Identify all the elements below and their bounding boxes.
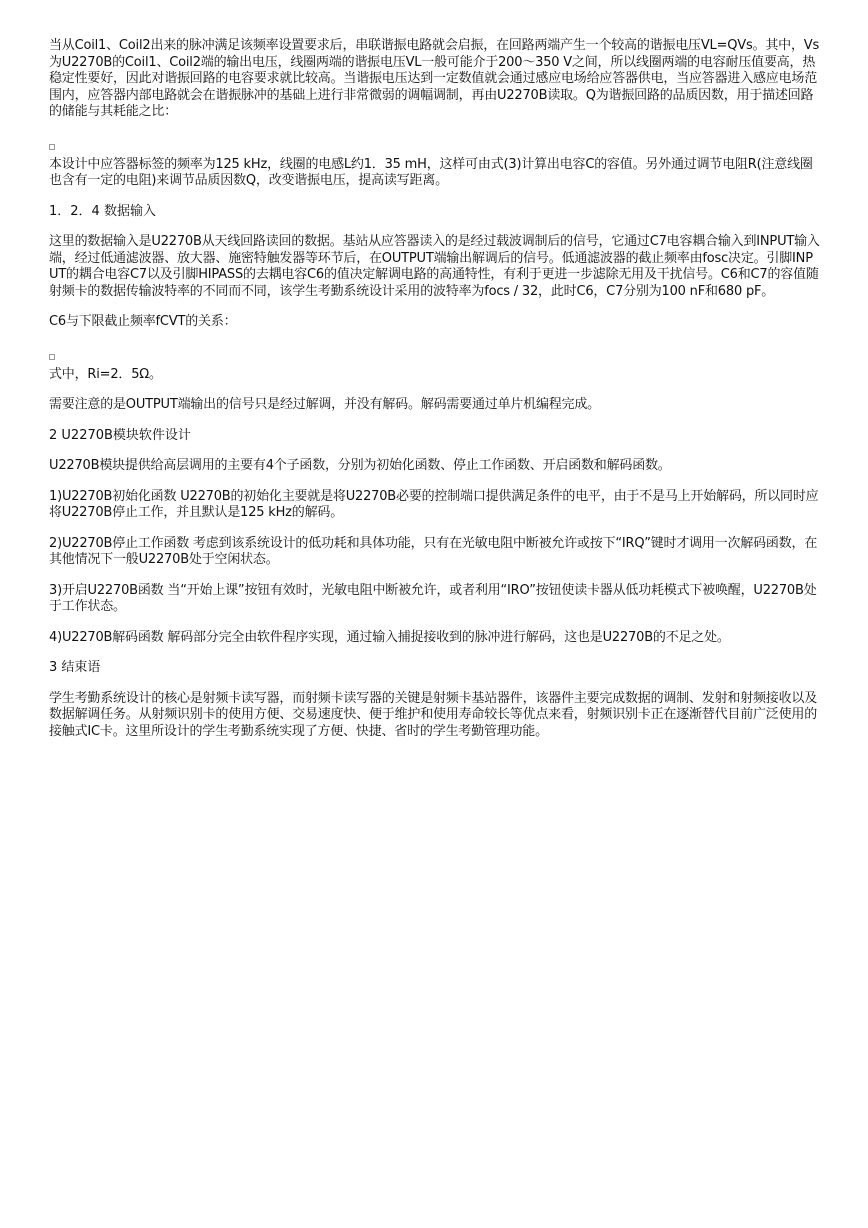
- paragraph-conclusion: 学生考勤系统设计的核心是射频卡读写器，而射频卡读写器的关键是射频卡基站器件，该器件主要完成数据的调制、发射和射频接收以及数据解调任务。从射频识别卡的使用方便、交易速度快、便于维护和使用寿命较长等优点来看，射频识别卡正在逐渐替代目前广泛使用的接触式IC卡。这里所设计的学生考勤系统实现了方便、快捷、省时的学生考勤管理功能。: [49, 690, 818, 739]
- paragraph-c6-relation: C6与下限截止频率fCVT的关系：: [49, 314, 237, 329]
- section-heading-conclusion: 3 结束语: [49, 660, 101, 675]
- paragraph-design-frequency: 本设计中应答器标签的频率为125 kHz，线圈的电感L约1．35 mH，这样可由式(3)计算出电容C的容值。另外通过调节电阻R(注意线圈也含有一定的电阻)来调节品质因数Q，改变谐振电压，提高读写距离。: [49, 156, 813, 188]
- paragraph-start-function: 3)开启U2270B函数 当“开始上课”按钮有效时，光敏电阻中断被允许，或者利用“IRO”按钮使读卡器从低功耗模式下被唤醒，U2270B处于工作状态。: [49, 582, 817, 614]
- paragraph-resonance: 当从Coil1、Coil2出来的脉冲满足该频率设置要求后，串联谐振电路就会启振，在回路两端产生一个较高的谐振电压VL=QVs。其中，Vs为U2270B的Coil1、Coil2端的输出电压，线圈两端的谐振电压VL一般可能介于200～350 V之间，所以线圈两端的电容耐压值要高，热稳定性要好，因此对谐振回路的电容要求就比较高。当谐振电压达到一定数值就会通过感应电场给应答器供电，当应答器进入感应电场范围内，应答器内部电路就会在谐振脉冲的基础上进行非常微弱的调幅调制，再由U2270B读取。Q为谐振回路的品质因数，用于描述回路的储能与其耗能之比：: [49, 38, 820, 119]
- formula-image-q: [49, 135, 822, 149]
- paragraph-ri: 式中，Ri=2．5Ω。: [49, 366, 162, 382]
- section-heading-data-input: 1．2．4 数据输入: [49, 203, 156, 219]
- paragraph-data-input: 这里的数据输入是U2270B从天线回路读回的数据。基站从应答器读入的是经过载波调制后的信号，它通过C7电容耦合输入到INPUT输入端，经过低通滤波器、放大器、施密特触发器等环节后，在OUTPUT端输出解调后的信号。低通滤波器的截止频率由fosc决定。引脚INPUT的耦合电容C7以及引脚HIPASS的去耦电容C6的值决定解调电路的高通特性，有利于更进一步滤除无用及干扰信号。C6和C7的容值随射频卡的数据传输波特率的不同而不同，该学生考勤系统设计采用的波特率为focs / 32，此时C6，C7分别为100 nF和680 pF。: [49, 234, 820, 299]
- formula-placeholder-icon: [49, 144, 55, 150]
- paragraph-subfunctions: U2270B模块提供给高层调用的主要有4个子函数，分别为初始化函数、停止工作函数、开启函数和解码函数。: [49, 458, 671, 473]
- paragraph-init-function: 1)U2270B初始化函数 U2270B的初始化主要就是将U2270B必要的控制端口提供满足条件的电平，由于不是马上开始解码，所以同时应将U2270B停止工作，并且默认是125 kHz的解码。: [49, 488, 819, 520]
- paragraph-decode-function: 4)U2270B解码函数 解码部分完全由软件程序实现，通过输入捕捉接收到的脉冲进行解码，这也是U2270B的不足之处。: [49, 629, 730, 645]
- formula-image-fcvt: [49, 345, 822, 359]
- formula-placeholder-icon: [49, 354, 55, 360]
- paragraph-output-note: 需要注意的是OUTPUT端输出的信号只是经过解调，并没有解码。解码需要通过单片机编程完成。: [49, 397, 600, 412]
- paragraph-stop-function: 2)U2270B停止工作函数 考虑到该系统设计的低功耗和具体功能，只有在光敏电阻中断被允许或按下“IRQ”键时才调用一次解码函数，在其他情况下一般U2270B处于空闲状态。: [49, 535, 818, 567]
- section-heading-software: 2 U2270B模块软件设计: [49, 427, 191, 443]
